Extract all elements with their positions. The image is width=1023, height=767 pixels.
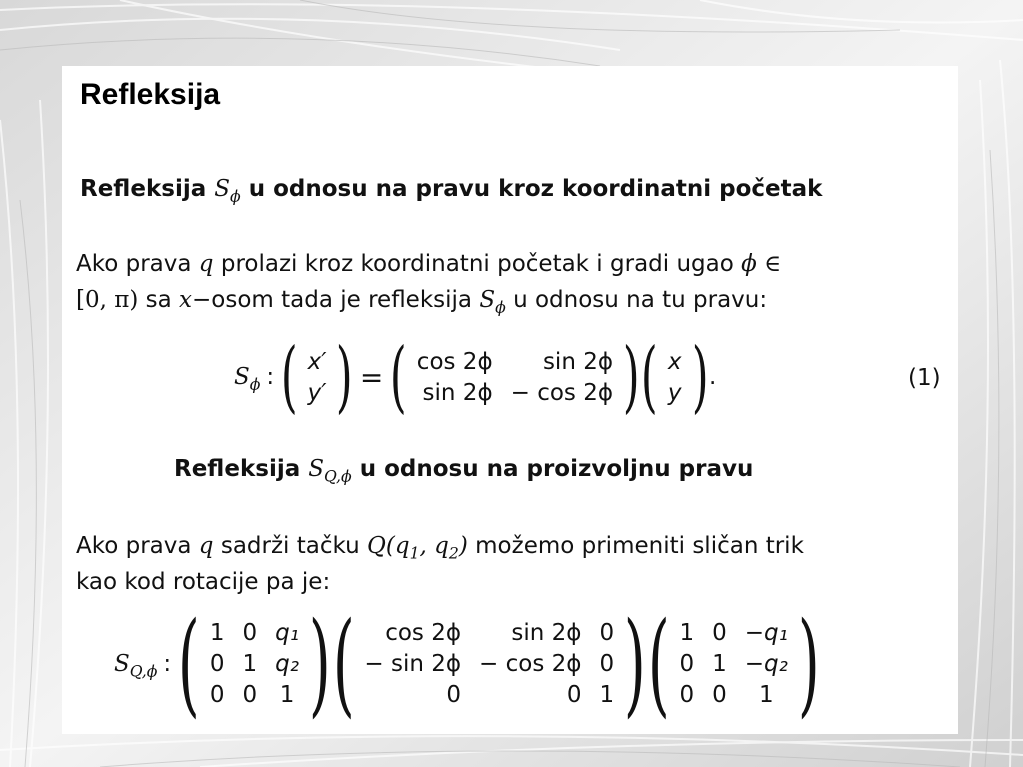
matrix-entry: 0 [242, 682, 258, 708]
math-var: x [179, 287, 193, 313]
matrix-entry: 1 [599, 682, 615, 708]
text-run: možemo primeniti sličan trik [475, 533, 804, 559]
reflection-symbol [234, 364, 261, 394]
math-run: ) [458, 533, 468, 559]
reflection-symbol [214, 176, 241, 206]
right-paren: ) [336, 332, 354, 422]
matrix-entry: cos 2ϕ [385, 620, 462, 646]
math-sub: 1 [409, 543, 420, 563]
paragraph-line [76, 282, 767, 318]
equation-1 [234, 332, 717, 422]
symbol-letter: S [114, 651, 130, 677]
symbol-subscript: ϕ [230, 186, 241, 206]
right-paren: ) [624, 599, 646, 729]
paragraph-line [76, 528, 804, 564]
symbol-letter: S [479, 287, 496, 313]
heading-rest: u odnosu na pravu kroz koordinatni početak [248, 176, 823, 202]
slide-content [74, 160, 952, 730]
matrix-entry: 1 [209, 620, 225, 646]
text-run: Ako prava [76, 251, 192, 277]
matrix-entry: − cos 2ϕ [479, 651, 582, 677]
symbol-subscript: ϕ [495, 297, 506, 317]
reflection-symbol [308, 456, 352, 486]
right-paren: ) [691, 332, 709, 422]
matrix-entry: 0 [599, 620, 615, 646]
matrix-entry: 1 [712, 651, 727, 677]
input-vector [659, 346, 691, 408]
matrix-entry: cos 2ϕ [416, 348, 493, 375]
heading-word: Refleksija [80, 176, 207, 202]
matrix-entry: 0 [712, 682, 727, 708]
left-paren: ( [281, 332, 298, 422]
left-paren: ( [647, 599, 670, 729]
symbol-letter: S [214, 176, 231, 202]
output-vector [299, 346, 336, 408]
matrix-entry: − sin 2ϕ [364, 651, 462, 677]
text-run: Ako prava [76, 533, 192, 559]
vector-entry: x [667, 348, 682, 375]
matrix-entry: 1 [279, 682, 295, 708]
text-run: prolazi kroz koordinatni početak i gradi ugao [220, 251, 734, 277]
matrix-entry: 0 [209, 682, 225, 708]
math-sub: 2 [448, 543, 459, 563]
math-run: Q(q [367, 533, 410, 559]
text-run: −osom tada je refleksija [192, 287, 473, 313]
right-paren: ) [797, 599, 820, 729]
slide-title: Refleksija [80, 78, 221, 111]
matrix-entry: 1 [759, 682, 774, 708]
point-q [367, 533, 468, 563]
matrix-entry: q₁ [275, 620, 299, 646]
period: . [708, 364, 717, 390]
matrix-entry: q₂ [275, 651, 299, 677]
paragraph-line [76, 246, 781, 282]
heading-rest: u odnosu na proizvoljnu pravu [359, 456, 754, 482]
matrix-entry: sin 2ϕ [542, 348, 614, 375]
math-expr: [0, π) [76, 287, 139, 313]
equals-sign: = [359, 360, 384, 394]
reflection-symbol [479, 287, 506, 317]
rotation-matrix [408, 346, 622, 408]
colon: : [163, 651, 172, 677]
math-expr: ϕ ∈ [741, 251, 782, 277]
matrix-entry: 1 [679, 620, 695, 646]
matrix-entry: 0 [242, 620, 258, 646]
vector-entry: x′ [307, 348, 327, 375]
left-paren: ( [390, 332, 407, 422]
text-run: sadrži tačku [220, 533, 360, 559]
section-heading-origin [80, 176, 823, 206]
translation-matrix [201, 618, 308, 711]
matrix-entry: 0 [599, 651, 615, 677]
left-paren: ( [332, 599, 355, 729]
matrix-entry: 0 [679, 682, 695, 708]
symbol-subscript: Q,ϕ [129, 661, 158, 681]
text-run: u odnosu na tu pravu: [513, 287, 768, 313]
matrix-entry: 0 [209, 651, 225, 677]
left-paren: ( [178, 599, 200, 729]
matrix-entry: −q₂ [744, 651, 788, 677]
math-var: q [198, 251, 214, 277]
matrix-entry: sin 2ϕ [511, 620, 582, 646]
matrix-entry: 1 [242, 651, 258, 677]
symbol-subscript: ϕ [249, 374, 261, 394]
equation-number: (1) [908, 365, 941, 391]
section-heading-arbitrary [174, 456, 754, 486]
math-var: q [198, 533, 214, 559]
matrix-entry: 0 [566, 682, 582, 708]
paragraph-line: kao kod rotacije pa je: [76, 569, 331, 595]
colon: : [266, 364, 275, 390]
right-paren: ) [622, 332, 640, 422]
vector-entry: y [667, 379, 682, 406]
heading-word: Refleksija [174, 456, 301, 482]
left-paren: ( [641, 332, 659, 422]
matrix-entry: 0 [446, 682, 462, 708]
symbol-letter: S [234, 364, 250, 390]
right-paren: ) [308, 599, 331, 729]
vector-entry: y′ [307, 379, 327, 406]
text-run: sa [145, 287, 172, 313]
inverse-translation-matrix [671, 618, 797, 711]
math-run: , q [419, 533, 449, 559]
matrix-entry: − cos 2ϕ [510, 379, 614, 406]
matrix-entry: −q₁ [744, 620, 788, 646]
matrix-entry: 0 [712, 620, 727, 646]
symbol-letter: S [308, 456, 325, 482]
reflection-symbol [114, 651, 158, 681]
symbol-subscript: Q,ϕ [324, 466, 352, 486]
equation-2 [114, 599, 821, 729]
reflection-matrix [355, 618, 623, 711]
matrix-entry: sin 2ϕ [422, 379, 493, 406]
matrix-entry: 0 [679, 651, 695, 677]
